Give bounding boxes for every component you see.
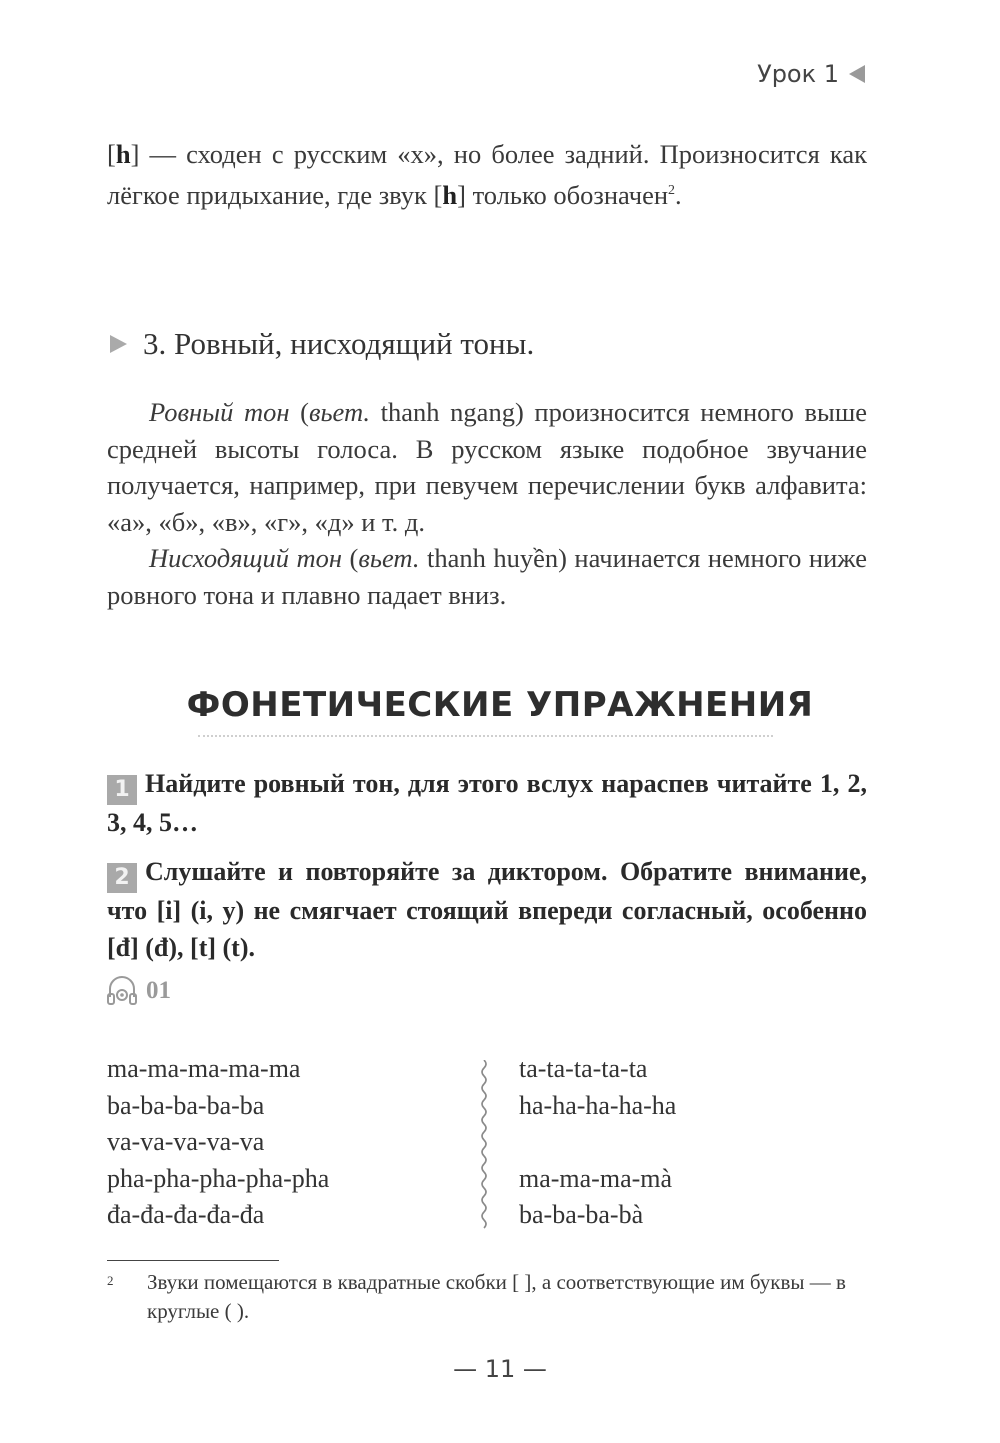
page-number: — 11 — xyxy=(453,1355,547,1383)
task-number-badge: 1 xyxy=(107,775,137,805)
footnote-mark: 2 xyxy=(107,1273,114,1288)
headphones-icon xyxy=(104,973,140,1009)
audio-track-number: 01 xyxy=(146,977,171,1004)
level-tone-paragraph: Ровный тон (вьет. thanh ngang) произносится немного выше средней высоты голоса. В русском языке подобное звучание получается, например, при певучем перечислении букв алфавита: «а», «б», «в», «г», «д» и т. д. xyxy=(107,397,867,537)
title-underline xyxy=(198,735,773,737)
column-divider xyxy=(479,1060,489,1232)
intro-paragraph: [h] — сходен с русским «х», но более задний. Произносится как лёгкое придыхание, где звук [h] только обозначен$^2$. xyxy=(107,139,867,210)
term-level-tone: Ровный тон xyxy=(149,397,290,427)
section-heading: 3. Ровный, нисходящий тоны. xyxy=(110,326,534,362)
footnote xyxy=(107,1268,867,1326)
drill-line: ma-ma-ma-ma-ma xyxy=(107,1054,301,1083)
footnote-ref[interactable]: 2 xyxy=(668,182,676,198)
exercises-title: ФОНЕТИЧЕСКИЕ УПРАЖНЕНИЯ xyxy=(186,685,814,725)
drill-line xyxy=(519,1124,676,1161)
triangle-right-icon xyxy=(110,335,127,353)
drill-line: ba-ba-ba-bà xyxy=(519,1200,644,1229)
drill-line: va-va-va-va-va xyxy=(107,1127,265,1156)
drill-right-column xyxy=(519,1051,676,1234)
task-number-badge: 2 xyxy=(107,863,137,893)
footnote-rule xyxy=(107,1260,279,1261)
footnote-text: Звуки помещаются в квадратные скобки [ ], а соответствующие им буквы — в круглые ( ). xyxy=(147,1270,846,1323)
triangle-left-icon xyxy=(849,65,865,83)
drill-line: ba-ba-ba-ba-ba xyxy=(107,1090,265,1120)
sound-symbol: h xyxy=(442,179,458,210)
task-2: 2 Слушайте и повторяйте за диктором. Обратите внимание, что [i] (i, y) не смягчает стоящий впереди согласный, особенно [đ] (đ), [t] (t). xyxy=(107,857,867,962)
running-head xyxy=(757,60,865,88)
drill-line: pha-pha-pha-pha-pha xyxy=(107,1163,330,1193)
drill-line: ma-ma-ma-mà xyxy=(519,1163,673,1193)
drill-line: ha-ha-ha-ha-ha xyxy=(519,1090,677,1120)
drill-line: ta-ta-ta-ta-ta xyxy=(519,1054,648,1083)
drill-left-column xyxy=(107,1051,329,1234)
sound-symbol: h xyxy=(115,139,131,169)
drill-line: đa-đa-đa-đa-đa xyxy=(107,1200,265,1229)
lesson-label: Урок 1 xyxy=(757,60,839,88)
task-1: 1 Найдите ровный тон, для этого вслух нараспев читайте 1, 2, 3, 4, 5… xyxy=(107,769,867,837)
audio-track[interactable] xyxy=(104,973,171,1009)
term-falling-tone: Нисходящий тон xyxy=(149,543,343,573)
falling-tone-paragraph: Нисходящий тон (вьет. thanh huyền) начинается немного ниже ровного тона и плавно падает вниз. xyxy=(107,543,868,610)
